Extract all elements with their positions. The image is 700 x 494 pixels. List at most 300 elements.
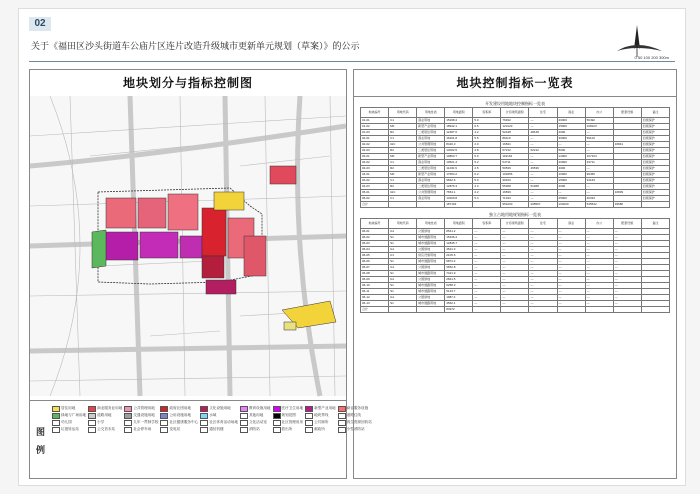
legend-item-label: 教育设施用地 — [248, 406, 271, 410]
table-header-cell: 配套设施 — [613, 108, 641, 118]
table-cell: — — [501, 247, 529, 253]
table-cell: G1 — [389, 247, 417, 253]
table-cell — [613, 307, 641, 313]
table-cell: 06-03 — [361, 241, 389, 247]
table-cell: 公园绿地 — [417, 277, 445, 283]
legend-swatch — [273, 427, 281, 433]
table-cell: 20000 — [557, 160, 585, 166]
legend-item-label: 变电站 — [169, 427, 181, 431]
legend-swatch — [305, 427, 313, 433]
table-cell: 33680 — [613, 202, 641, 208]
table-cell: — — [613, 247, 641, 253]
table-cell: 62212 — [529, 148, 557, 154]
table-cell: — — [557, 301, 585, 307]
table-cell: 12000 — [557, 154, 585, 160]
table-cell: 15000 — [557, 178, 585, 184]
table-cell: 12876.3 — [445, 184, 473, 190]
table-cell: — — [585, 301, 613, 307]
table-cell: — — [613, 265, 641, 271]
legend-item-label: 居住用地 — [61, 406, 76, 410]
legend-item-label: 幼儿园 — [61, 420, 72, 424]
table-cell: 商业用地 — [417, 178, 445, 184]
table-cell: 4.8 — [473, 148, 501, 154]
table-cell: 19860.7 — [445, 154, 473, 160]
table-cell: 城市道路用地 — [417, 301, 445, 307]
table-cell: 107164 — [585, 154, 613, 160]
table-cell: 06-12 — [361, 295, 389, 301]
table-cell: 06-09 — [361, 277, 389, 283]
legend-swatch — [124, 427, 132, 433]
table-cell: 9832.6 — [445, 178, 473, 184]
table-cell: 城市道路用地 — [417, 259, 445, 265]
table-cell: — — [529, 118, 557, 124]
land-division-map — [30, 96, 346, 396]
table-cell: — — [473, 253, 501, 259]
table-cell: — — [585, 235, 613, 241]
table-header-cell: 用地性质 — [417, 219, 445, 229]
table-cell: 9874.2 — [445, 259, 473, 265]
table-cell: 新型产业用地 — [417, 172, 445, 178]
legend-item — [124, 412, 158, 419]
table-cell: 99456 — [585, 172, 613, 178]
table-cell: — — [557, 265, 585, 271]
table-cell: GIC — [389, 190, 417, 196]
legend-swatch — [273, 413, 281, 419]
header-divider — [29, 61, 675, 62]
table-header-cell: 计容建筑面积 — [501, 219, 529, 229]
table-cell: — — [529, 235, 557, 241]
notice-title: 关于《福田区沙头街道车公庙片区连片改造升级城市更新单元规划（草案）》的公示 — [31, 41, 360, 51]
table-cell: 76492 — [501, 118, 529, 124]
table-cell: — — [557, 229, 585, 235]
table-cell: G1 — [389, 265, 417, 271]
table-header-cell: 用地面积 — [445, 108, 473, 118]
table-cell: — — [557, 247, 585, 253]
legend-item — [124, 419, 158, 426]
table-cell: — — [613, 283, 641, 289]
legend-swatch — [273, 420, 281, 426]
development-land-table — [360, 107, 670, 208]
table-cell: M0 — [389, 124, 417, 130]
table-cell: 15298.4 — [445, 118, 473, 124]
table-cell: — — [529, 289, 557, 295]
legend-swatch — [338, 413, 346, 419]
control-index-panel — [353, 69, 677, 479]
table-cell: — — [473, 295, 501, 301]
legend-item-label: 邮政所 — [314, 427, 325, 431]
table-cell: 4562.1 — [445, 301, 473, 307]
table-cell: — — [529, 247, 557, 253]
legend-item-label: 道路红线 — [346, 413, 362, 417]
table-cell: 34711 — [585, 160, 613, 166]
table-cell: — — [585, 277, 613, 283]
table-cell: — — [473, 301, 501, 307]
table-cell: 13209.8 — [445, 196, 473, 202]
table-cell: — — [613, 301, 641, 307]
legend-swatch — [305, 413, 313, 419]
legend-item-label: 规划范围 — [281, 413, 296, 417]
table-cell: C1 — [389, 196, 417, 202]
table-cell: 四级保护 — [641, 172, 669, 178]
table-cell: 17654.2 — [445, 172, 473, 178]
legend-item — [88, 412, 122, 419]
table-cell: — — [501, 301, 529, 307]
table-cell: — — [473, 283, 501, 289]
table-cell: 5.2 — [473, 160, 501, 166]
legend-item — [124, 426, 158, 433]
table-cell: — — [501, 295, 529, 301]
table-cell: 59110 — [585, 136, 613, 142]
legend-swatch — [88, 420, 96, 426]
table-cell: 06-11 — [361, 289, 389, 295]
table-cell: 14002.5 — [445, 148, 473, 154]
legend-swatch — [124, 420, 132, 426]
table-cell: 合计 — [361, 202, 389, 208]
legend-item-label: 社区健康服务中心 — [169, 420, 199, 424]
table-cell: — — [585, 265, 613, 271]
table-cell: 16839 — [501, 190, 529, 196]
legend-item-label: 社会停车场 — [133, 427, 152, 431]
legend-item-label: 公交首末站 — [97, 427, 116, 431]
table-cell — [501, 307, 529, 313]
table-cell: — — [529, 229, 557, 235]
table-cell: 30000 — [557, 136, 585, 142]
table-cell: — — [501, 289, 529, 295]
table-cell: 二类居住用地 — [417, 148, 445, 154]
legend-swatch — [200, 427, 208, 433]
legend-label: 图例 — [36, 427, 46, 455]
table-header-cell: 用地面积 — [445, 219, 473, 229]
table-cell: 4000 — [557, 166, 585, 172]
table-cell: — — [529, 172, 557, 178]
legend-swatch — [305, 406, 313, 412]
legend-item — [160, 405, 198, 412]
table-cell: — — [613, 277, 641, 283]
table-cell: 5.0 — [473, 118, 501, 124]
table-cell: — — [585, 295, 613, 301]
table-cell: 02-03 — [361, 148, 389, 154]
table-cell: 67212 — [501, 148, 529, 154]
legend-item — [273, 405, 304, 412]
legend-item-label: 交通设施用地 — [133, 413, 155, 417]
legend-swatch — [160, 420, 168, 426]
table-cell: 06-02 — [361, 235, 389, 241]
table-cell: 545542 — [585, 202, 613, 208]
table-cell: — — [557, 241, 585, 247]
legend-item-label: 商业服务设施 — [346, 406, 369, 410]
table-cell: — — [529, 190, 557, 196]
table-cell: — — [529, 154, 557, 160]
legend-item — [88, 419, 122, 426]
legend-swatch — [305, 420, 313, 426]
table-cell: 01-01 — [361, 118, 389, 124]
table-cell: — — [529, 142, 557, 148]
legend-swatch — [240, 420, 248, 426]
table-cell: 06-08 — [361, 271, 389, 277]
table-cell: 四级保护 — [641, 190, 669, 196]
table-header-cell: 商业 — [557, 108, 585, 118]
page-number: 02 — [29, 17, 51, 31]
table-cell: 48448 — [529, 130, 557, 136]
legend-item — [305, 412, 336, 419]
table-cell: 04-01 — [361, 172, 389, 178]
table-cell: 新型产业用地 — [417, 124, 445, 130]
table1-caption: 开发建设用地地块控制指标一览表 — [485, 101, 545, 106]
table-cell: 4000 — [557, 130, 585, 136]
legend-item-label: 其他用地 — [248, 413, 264, 417]
table-cell: — — [529, 160, 557, 166]
table-cell: 11230.9 — [445, 166, 473, 172]
table-cell — [641, 202, 669, 208]
legend-item — [200, 412, 238, 419]
table-cell: — — [529, 136, 557, 142]
table-cell: 6.5 — [473, 124, 501, 130]
table-cell: — — [613, 235, 641, 241]
table-cell: — — [473, 277, 501, 283]
legend-item — [305, 426, 336, 433]
table-cell: — — [557, 142, 585, 148]
table-cell: 06-01 — [361, 229, 389, 235]
table-cell: 2841.5 — [445, 277, 473, 283]
table-cell: — — [473, 265, 501, 271]
table-cell: — — [501, 277, 529, 283]
table-header-cell: 备注 — [641, 108, 669, 118]
table-cell: — — [585, 241, 613, 247]
table-cell: 8420.3 — [445, 142, 473, 148]
table-cell: 四级保护 — [641, 136, 669, 142]
table-cell: G1 — [389, 295, 417, 301]
land-division-heading: 地块划分与指标控制图 — [30, 70, 346, 97]
legend-item — [88, 405, 122, 412]
table-cell: 2105.6 — [445, 253, 473, 259]
legend-item — [305, 419, 336, 426]
table-cell: 52448 — [501, 130, 529, 136]
legend-swatch — [273, 406, 281, 412]
table-cell: — — [529, 124, 557, 130]
legend-item — [200, 419, 238, 426]
table-cell: — — [529, 295, 557, 301]
table-cell: 951000 — [501, 202, 529, 208]
table-cell: S1 — [389, 241, 417, 247]
table-cell — [417, 307, 445, 313]
table-cell — [473, 202, 501, 208]
legend-item — [52, 426, 86, 433]
table-header-cell: 备注 — [641, 219, 669, 229]
table-cell: 公园绿地 — [417, 247, 445, 253]
table-header-cell: 容积率 — [473, 108, 501, 118]
table-cell: 46333 — [585, 196, 613, 202]
legend-swatch — [88, 413, 96, 419]
table-cell: 四级保护 — [641, 154, 669, 160]
table-cell: — — [585, 190, 613, 196]
legend-swatch — [160, 406, 168, 412]
table-cell: 02-01 — [361, 136, 389, 142]
legend-swatch — [200, 420, 208, 426]
table-row — [361, 202, 670, 208]
table-cell: 5000 — [557, 148, 585, 154]
table-cell: — — [585, 289, 613, 295]
table-cell: — — [585, 283, 613, 289]
legend-item — [273, 419, 304, 426]
table-cell: 109456 — [501, 172, 529, 178]
notice-sheet — [18, 8, 686, 486]
legend-swatch — [240, 413, 248, 419]
table-cell: — — [529, 178, 557, 184]
table-header-cell: 配套设施 — [613, 219, 641, 229]
table-cell: R2 — [389, 148, 417, 154]
table-cell: 06-06 — [361, 259, 389, 265]
table-cell: 7654.1 — [445, 190, 473, 196]
table-header-cell: 计容建筑面积 — [501, 108, 529, 118]
table-cell: 05-02 — [361, 196, 389, 202]
table-cell: 6.2 — [473, 172, 501, 178]
table-cell: — — [529, 253, 557, 259]
table-cell: C1 — [389, 136, 417, 142]
map-legend — [30, 400, 372, 479]
table-cell: S1 — [389, 289, 417, 295]
table-cell: 56492 — [585, 118, 613, 124]
table-cell: 06-07 — [361, 265, 389, 271]
table-cell: S1 — [389, 259, 417, 265]
independent-land-table — [360, 218, 670, 313]
legend-swatch — [52, 427, 60, 433]
table-cell: — — [529, 265, 557, 271]
table-header-cell: 住宅 — [529, 219, 557, 229]
table-cell: — — [557, 259, 585, 265]
table-cell: — — [557, 283, 585, 289]
legend-item-label: 新型产业用地 — [314, 406, 336, 410]
table-header-cell: 住宅 — [529, 108, 557, 118]
table-cell: 2.0 — [473, 142, 501, 148]
legend-swatch — [240, 427, 248, 433]
legend-item — [273, 412, 304, 419]
table-cell: 03-02 — [361, 160, 389, 166]
table-cell: — — [557, 289, 585, 295]
table-cell: U1 — [389, 253, 417, 259]
table-cell: — — [473, 271, 501, 277]
table-cell: — — [557, 253, 585, 259]
legend-item — [240, 419, 271, 426]
legend-item-label: 文化设施用地 — [209, 406, 231, 410]
legend-item — [305, 405, 336, 412]
table-cell: 16201.8 — [445, 136, 473, 142]
map-drawing — [30, 96, 346, 396]
index-tables — [360, 100, 670, 476]
legend-item — [160, 412, 198, 419]
table-cell: 01-03 — [361, 130, 389, 136]
legend-item — [124, 405, 158, 412]
legend-item — [240, 426, 271, 433]
table-cell: 6258.3 — [445, 283, 473, 289]
table-cell: — — [585, 247, 613, 253]
table-cell: 4.3 — [473, 184, 501, 190]
legend-swatch — [52, 406, 60, 412]
table-cell: 54711 — [501, 160, 529, 166]
legend-swatch — [338, 420, 346, 426]
legend-item — [52, 405, 86, 412]
table-cell — [473, 307, 501, 313]
table-cell: 5.5 — [473, 136, 501, 142]
table-cell: 12487.6 — [445, 130, 473, 136]
table-cell: 12845.7 — [445, 241, 473, 247]
table-cell — [641, 307, 669, 313]
legend-item — [200, 405, 238, 412]
legend-swatch — [88, 406, 96, 412]
table-cell: S1 — [389, 271, 417, 277]
table-cell: — — [529, 241, 557, 247]
table-cell: 2.2 — [473, 190, 501, 196]
table-cell: 四级保护 — [641, 118, 669, 124]
table-cell: 商业用地 — [417, 196, 445, 202]
table-cell: 16839 — [613, 190, 641, 196]
table-cell: 四级保护 — [641, 148, 669, 154]
legend-item-label: 垃圾转运站 — [61, 427, 79, 431]
table-cell: 公园绿地 — [417, 295, 445, 301]
legend-item-label: 消防站 — [248, 427, 260, 431]
table-cell: 04-03 — [361, 184, 389, 190]
legend-item — [240, 405, 271, 412]
scale-bar: 0 50 100 200 300m — [634, 55, 669, 60]
legend-item — [240, 412, 271, 419]
table-cell: — — [585, 259, 613, 265]
table-cell: — — [585, 130, 613, 136]
legend-item-label: 公用设施用地 — [169, 413, 192, 417]
table-cell: 公园绿地 — [417, 265, 445, 271]
table-cell: — — [501, 283, 529, 289]
table-cell: 7421.9 — [445, 271, 473, 277]
table-cell: — — [529, 277, 557, 283]
table-cell: 城市道路用地 — [417, 271, 445, 277]
table-cell: 4000 — [557, 184, 585, 190]
table-cell: — — [529, 283, 557, 289]
legend-items — [52, 405, 372, 477]
table-cell: — — [473, 229, 501, 235]
table-cell: 04-02 — [361, 178, 389, 184]
table-cell: 商业用地 — [417, 136, 445, 142]
table-header-cell: 商业 — [557, 219, 585, 229]
table-cell: GIC — [389, 142, 417, 148]
table-cell: 18942.1 — [445, 124, 473, 130]
legend-item-label: 再生资源回收站 — [346, 420, 372, 424]
table-cell: — — [529, 271, 557, 277]
table-cell: 20000 — [557, 118, 585, 124]
table-cell: 123123 — [501, 124, 529, 130]
legend-swatch — [124, 406, 132, 412]
table-cell: — — [501, 259, 529, 265]
table-cell: C1 — [389, 178, 417, 184]
table-cell: 4.5 — [473, 166, 501, 172]
table-cell: 55368 — [501, 184, 529, 190]
table-cell: — — [585, 271, 613, 277]
table-cell: — — [613, 241, 641, 247]
table-cell: G1 — [389, 229, 417, 235]
legend-item-label: 医疗卫生用地 — [281, 406, 304, 410]
table-cell: 四级保护 — [641, 184, 669, 190]
table-cell: 商业用地 — [417, 118, 445, 124]
table-cell — [585, 307, 613, 313]
table-cell: 二类居住用地 — [417, 130, 445, 136]
table-cell: — — [585, 166, 613, 172]
table-cell: 01-02 — [361, 124, 389, 130]
table-cell: 公共管理用地 — [417, 142, 445, 148]
table-cell: 城市道路用地 — [417, 289, 445, 295]
table-cell: S1 — [389, 235, 417, 241]
table-cell: 15000 — [557, 124, 585, 130]
table-header-cell: 地块编号 — [361, 108, 389, 118]
table-cell: S1 — [389, 283, 417, 289]
table-cell: R2 — [389, 166, 417, 172]
legend-item-label: 地块界线 — [314, 413, 329, 417]
